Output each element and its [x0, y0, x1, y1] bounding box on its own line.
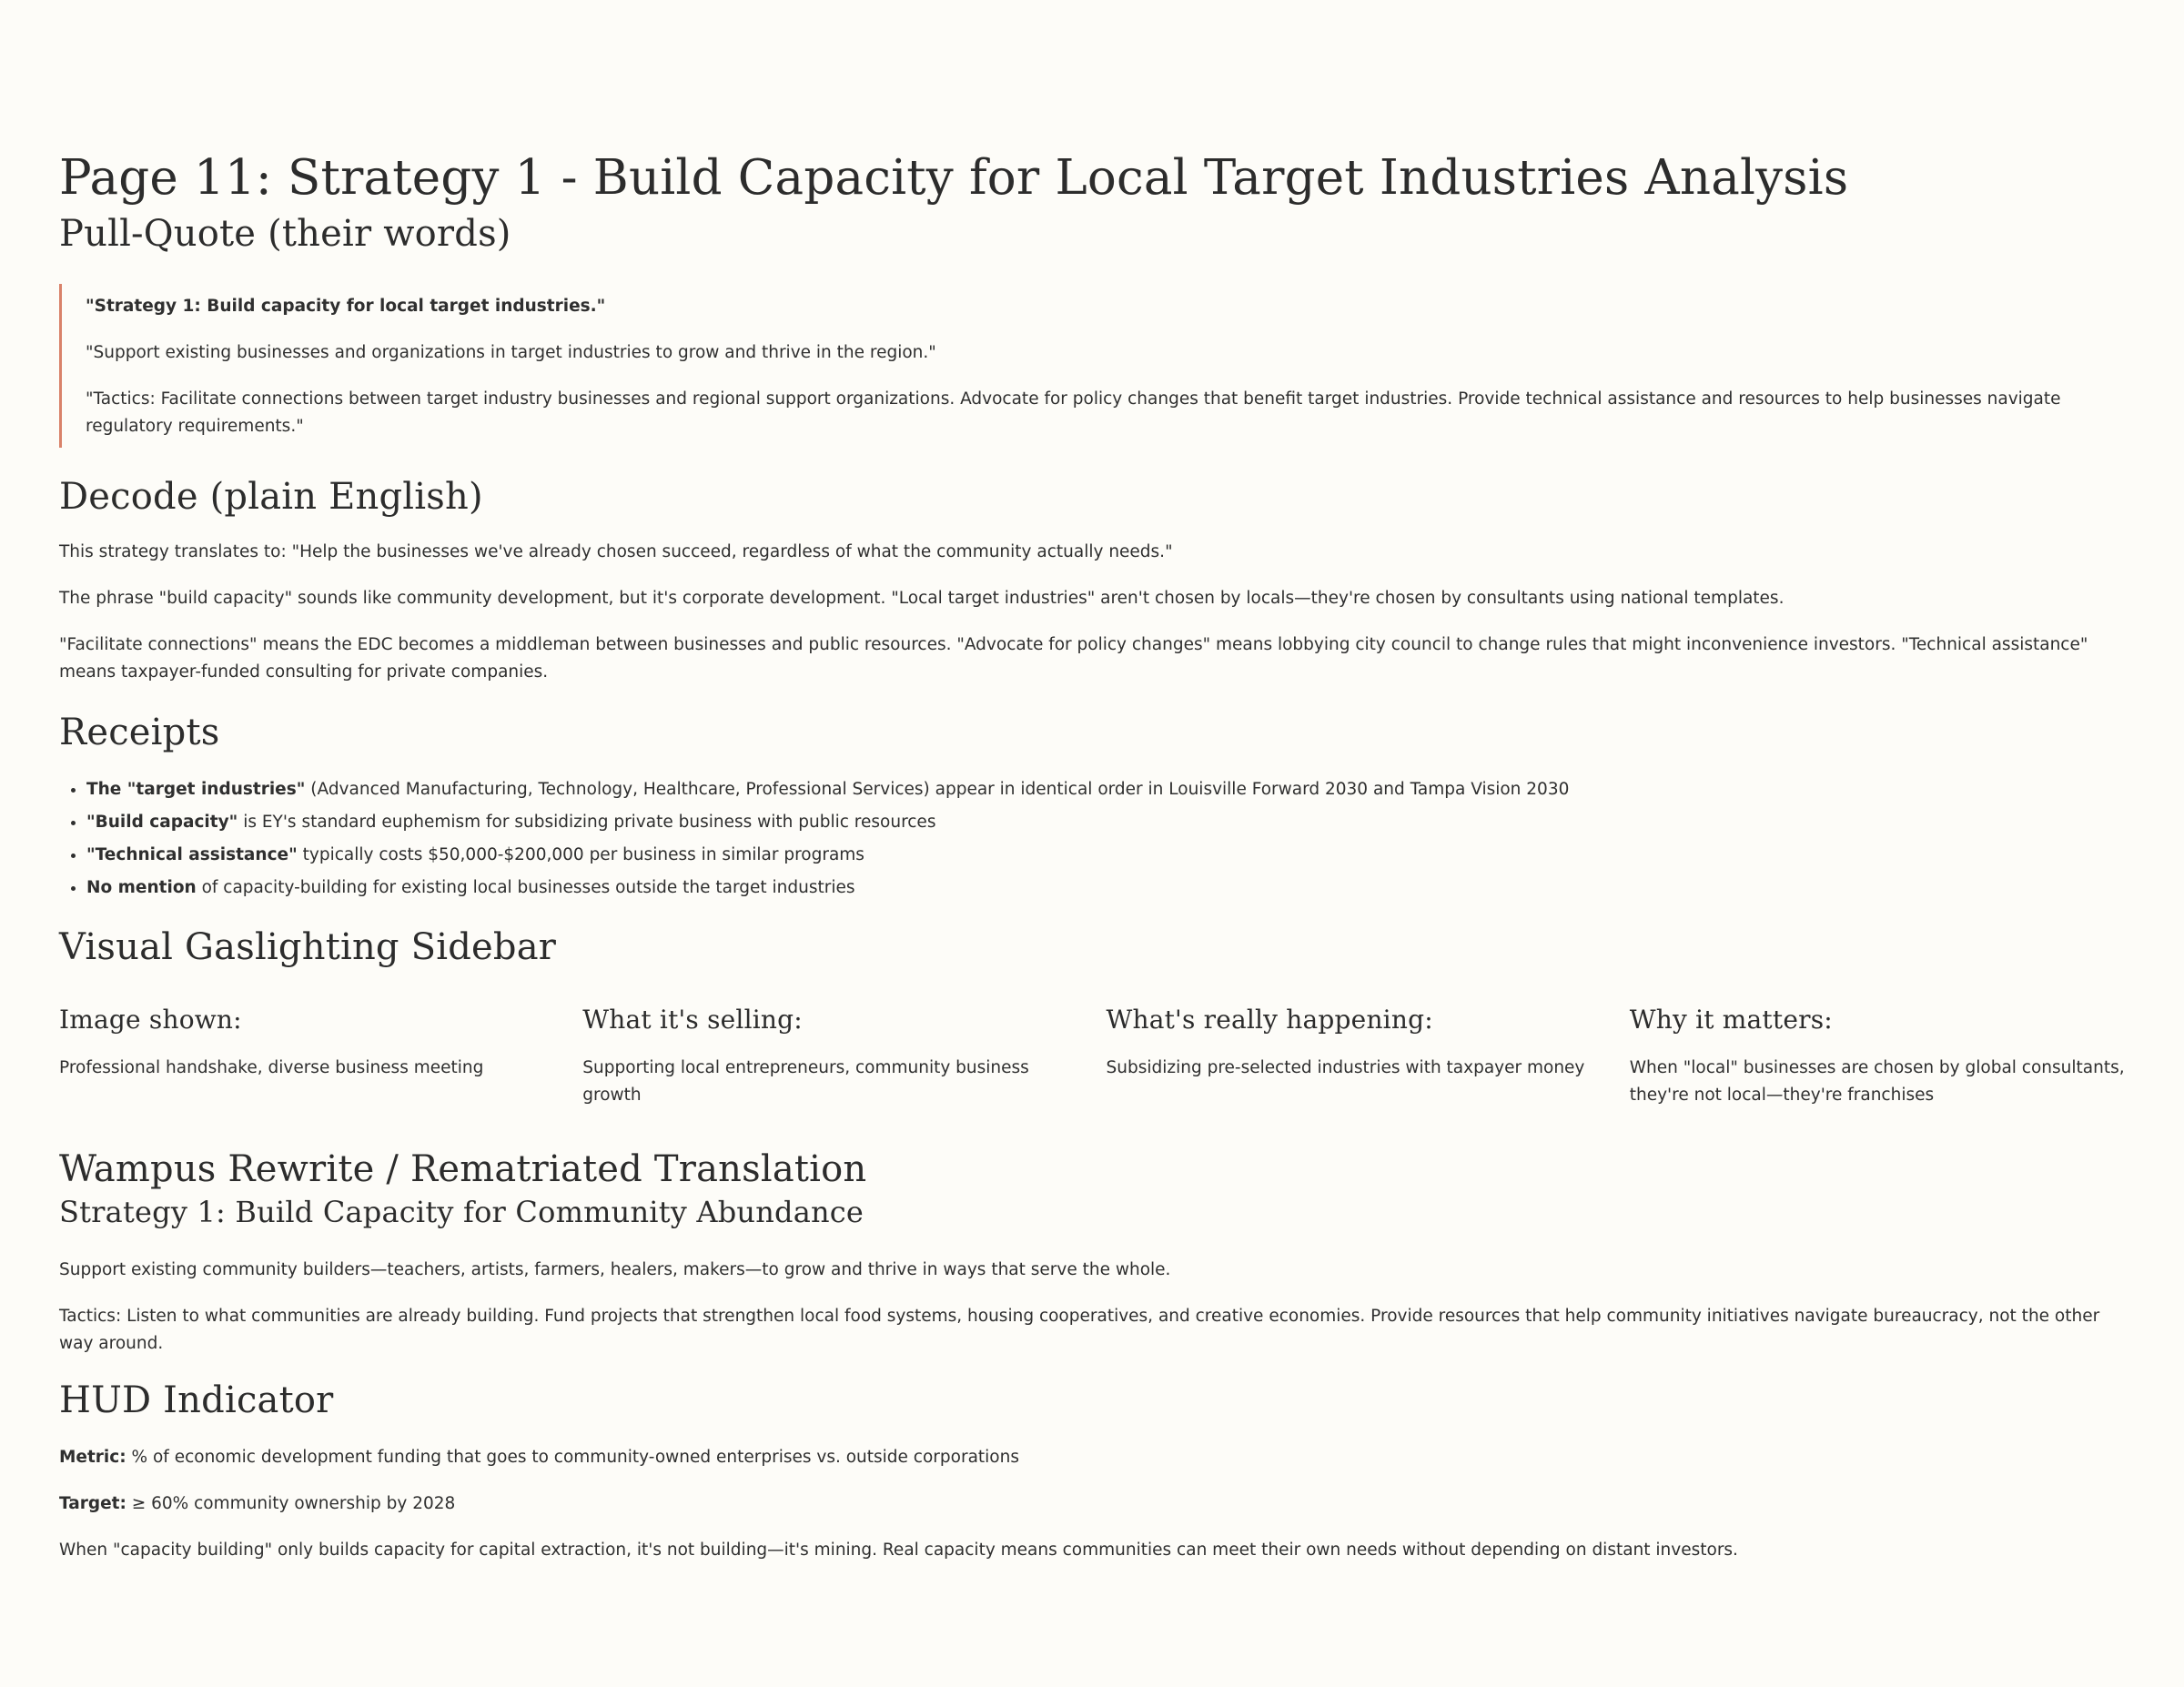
- hud-target: Target: ≥ 60% community ownership by 2028: [59, 1494, 456, 1513]
- list-item: • No mention of capacity-building for existing local businesses outside the target industries: [86, 874, 2134, 902]
- column-text: Subsidizing pre-selected industries with taxpayer money: [1106, 1058, 1585, 1077]
- pull-quote-heading: Pull-Quote (their words): [59, 213, 511, 255]
- column-text: Supporting local entrepreneurs, community business growth: [582, 1058, 1029, 1105]
- sidebar-column-selling: [582, 1004, 1087, 1109]
- decode-paragraph: "Facilitate connections" means the EDC becomes a middleman between businesses and public resources. "Advocate for policy changes" means lobbying city council to change rules that might inconvenience investors. "Technical assistance" means taxpayer-funded consulting for private companies.: [59, 635, 2088, 682]
- page-title: Page 11: Strategy 1 - Build Capacity for Local Target Industries Analysis: [59, 150, 1849, 206]
- sidebar-heading: Visual Gaslighting Sidebar: [59, 926, 557, 968]
- list-item: • "Build capacity" is EY's standard euphemism for subsidizing private business with public resources: [86, 809, 2134, 836]
- visual-gaslighting-sidebar: [59, 924, 2134, 1109]
- wampus-paragraph: Support existing community builders—teachers, artists, farmers, healers, makers—to grow and thrive in ways that serve the whole.: [59, 1260, 1171, 1279]
- pull-quote-block: [59, 284, 2134, 448]
- pull-quote-line: "Strategy 1: Build capacity for local target industries.": [86, 297, 606, 316]
- wampus-rewrite-section: [59, 1146, 2134, 1358]
- hud-closing: When "capacity building" only builds capacity for capital extraction, it's not building—it's mining. Real capacity means communities can meet their own needs without depending on distant investors.: [59, 1541, 1738, 1560]
- hud-metric: Metric: % of economic development funding that goes to community-owned enterprises vs. outside corporations: [59, 1448, 1019, 1467]
- column-title: What's really happening:: [1106, 1005, 1433, 1035]
- column-text: When "local" businesses are chosen by global consultants, they're not local—they're franchises: [1629, 1058, 2125, 1105]
- list-item: • The "target industries" (Advanced Manufacturing, Technology, Healthcare, Professional Services) appear in identical order in Louisville Forward 2030 and Tampa Vision 2030: [86, 776, 2134, 803]
- pull-quote-line: "Tactics: Facilitate connections between target industry businesses and regional support organizations. Advocate for policy changes that benefit target industries. Provide technical assistance and resources to help businesses navigate regulatory requirements.": [86, 389, 2061, 436]
- column-text: Professional handshake, diverse business meeting: [59, 1058, 484, 1077]
- sidebar-column-why-it-matters: [1630, 1004, 2134, 1109]
- wampus-subheading: Strategy 1: Build Capacity for Community Abundance: [59, 1195, 864, 1229]
- list-item: • "Technical assistance" typically costs $50,000-$200,000 per business in similar programs: [86, 842, 2134, 869]
- receipts-section: [59, 709, 2134, 902]
- column-title: Image shown:: [59, 1005, 242, 1035]
- decode-paragraph: This strategy translates to: "Help the businesses we've already chosen succeed, regardless of what the community actually needs.": [59, 542, 1173, 561]
- pull-quote-section: [59, 211, 2134, 448]
- decode-section: [59, 473, 2134, 686]
- column-title: What it's selling:: [582, 1005, 803, 1035]
- column-title: Why it matters:: [1629, 1005, 1833, 1035]
- receipts-list: [59, 776, 2134, 902]
- wampus-heading: Wampus Rewrite / Rematriated Translation: [59, 1148, 867, 1190]
- hud-heading: HUD Indicator: [59, 1379, 334, 1421]
- pull-quote-line: "Support existing businesses and organizations in target industries to grow and thrive in the region.": [86, 343, 936, 362]
- decode-heading: Decode (plain English): [59, 476, 483, 518]
- hud-indicator-section: [59, 1377, 2134, 1564]
- sidebar-column-image-shown: [59, 1004, 563, 1109]
- decode-paragraph: The phrase "build capacity" sounds like community development, but it's corporate development. "Local target industries" aren't chosen by locals—they're chosen by consultants using national templates.: [59, 589, 1785, 608]
- receipts-heading: Receipts: [59, 712, 220, 753]
- document-page: [59, 146, 2134, 1583]
- sidebar-column-really-happening: [1107, 1004, 1611, 1109]
- wampus-paragraph: Tactics: Listen to what communities are already building. Fund projects that strengthen local food systems, housing cooperatives, and creative economies. Provide resources that help community initiatives navigate bureaucracy, not the other way around.: [59, 1307, 2100, 1353]
- sidebar-columns: [59, 1004, 2134, 1109]
